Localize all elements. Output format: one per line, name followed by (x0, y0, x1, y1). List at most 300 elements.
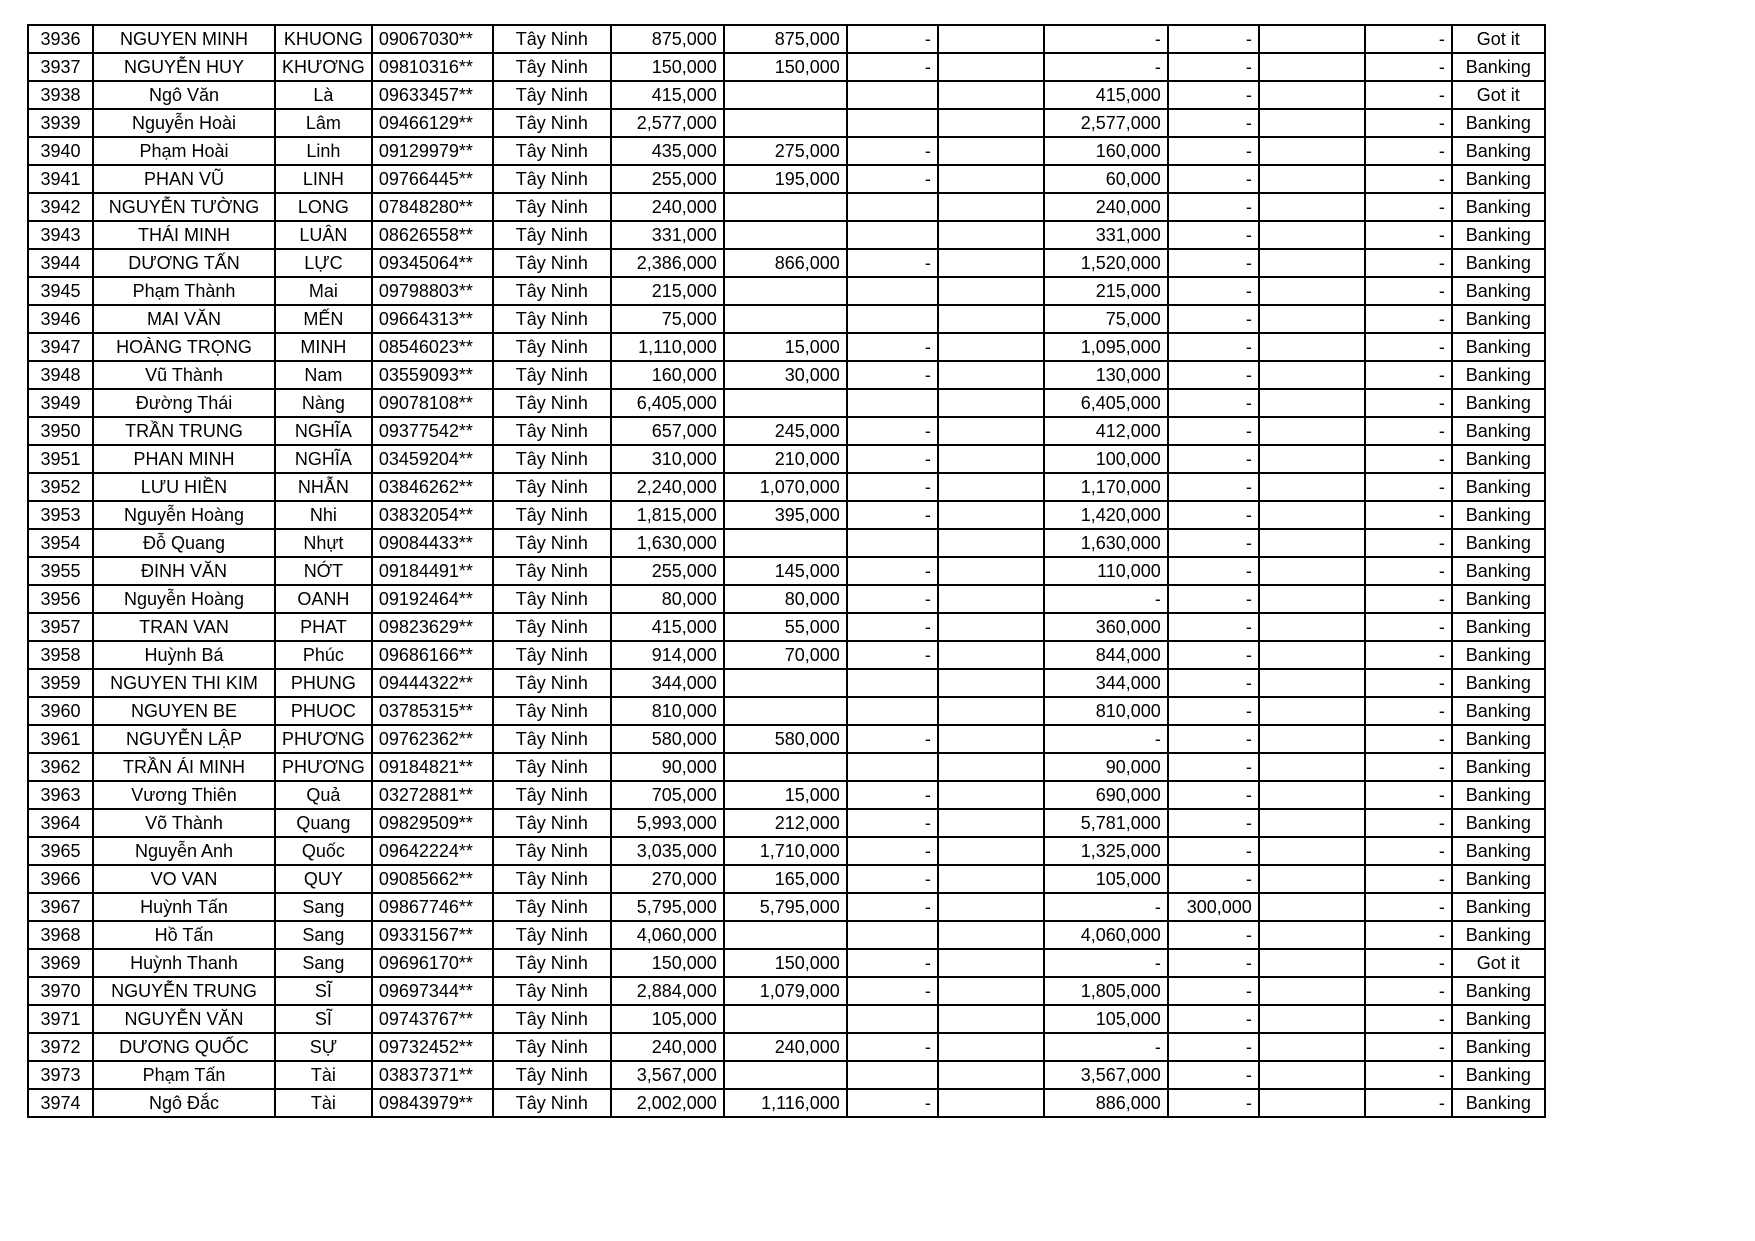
amount-8-cell: - (1365, 165, 1452, 193)
last-name-cell: HOÀNG TRỌNG (93, 333, 275, 361)
status-cell: Banking (1452, 809, 1545, 837)
status-cell: Banking (1452, 109, 1545, 137)
amount-2-cell (724, 697, 847, 725)
province-cell: Tây Ninh (493, 137, 611, 165)
phone-cell: 09697344** (372, 977, 493, 1005)
amount-2-cell: 150,000 (724, 949, 847, 977)
amount-7-cell (1259, 389, 1365, 417)
row-number-cell: 3955 (28, 557, 93, 585)
amount-7-cell (1259, 417, 1365, 445)
status-cell: Banking (1452, 585, 1545, 613)
amount-7-cell (1259, 1033, 1365, 1061)
table-row (28, 529, 1545, 557)
amount-7-cell (1259, 837, 1365, 865)
amount-8-cell: - (1365, 249, 1452, 277)
total-amount-cell: 150,000 (611, 53, 724, 81)
last-name-cell: Vũ Thành (93, 361, 275, 389)
last-name-cell: VO VAN (93, 865, 275, 893)
last-name-cell: Huỳnh Thanh (93, 949, 275, 977)
row-number-cell: 3941 (28, 165, 93, 193)
amount-5-cell: - (1044, 949, 1168, 977)
first-name-cell: Nam (275, 361, 372, 389)
amount-8-cell: - (1365, 389, 1452, 417)
amount-8-cell: - (1365, 529, 1452, 557)
total-amount-cell: 580,000 (611, 725, 724, 753)
amount-4-cell (938, 137, 1044, 165)
first-name-cell: MẾN (275, 305, 372, 333)
amount-6-cell: - (1168, 221, 1259, 249)
province-cell: Tây Ninh (493, 893, 611, 921)
row-number-cell: 3937 (28, 53, 93, 81)
status-cell: Banking (1452, 1005, 1545, 1033)
amount-4-cell (938, 25, 1044, 53)
province-cell: Tây Ninh (493, 753, 611, 781)
amount-8-cell: - (1365, 893, 1452, 921)
row-number-cell: 3945 (28, 277, 93, 305)
amount-4-cell (938, 781, 1044, 809)
status-cell: Got it (1452, 81, 1545, 109)
province-cell: Tây Ninh (493, 725, 611, 753)
amount-8-cell: - (1365, 837, 1452, 865)
phone-cell: 09642224** (372, 837, 493, 865)
amount-2-cell: 165,000 (724, 865, 847, 893)
row-number-cell: 3942 (28, 193, 93, 221)
phone-cell: 09078108** (372, 389, 493, 417)
row-number-cell: 3966 (28, 865, 93, 893)
table-row (28, 977, 1545, 1005)
first-name-cell: PHAT (275, 613, 372, 641)
amount-3-cell: - (847, 501, 938, 529)
row-number-cell: 3957 (28, 613, 93, 641)
phone-cell: 09867746** (372, 893, 493, 921)
amount-4-cell (938, 697, 1044, 725)
amount-3-cell (847, 753, 938, 781)
amount-3-cell (847, 277, 938, 305)
last-name-cell: THÁI MINH (93, 221, 275, 249)
amount-7-cell (1259, 361, 1365, 389)
amount-3-cell: - (847, 249, 938, 277)
amount-7-cell (1259, 193, 1365, 221)
first-name-cell: PHƯƠNG (275, 725, 372, 753)
table-row (28, 725, 1545, 753)
last-name-cell: TRAN VAN (93, 613, 275, 641)
amount-2-cell (724, 1061, 847, 1089)
table-row (28, 921, 1545, 949)
amount-7-cell (1259, 641, 1365, 669)
last-name-cell: DƯƠNG QUỐC (93, 1033, 275, 1061)
amount-5-cell: - (1044, 25, 1168, 53)
phone-cell: 09084433** (372, 529, 493, 557)
amount-8-cell: - (1365, 809, 1452, 837)
last-name-cell: PHAN VŨ (93, 165, 275, 193)
status-cell: Got it (1452, 949, 1545, 977)
last-name-cell: NGUYEN THI KIM (93, 669, 275, 697)
amount-4-cell (938, 753, 1044, 781)
amount-4-cell (938, 641, 1044, 669)
amount-2-cell: 55,000 (724, 613, 847, 641)
table-row (28, 277, 1545, 305)
first-name-cell: Linh (275, 137, 372, 165)
amount-2-cell: 866,000 (724, 249, 847, 277)
table-row (28, 781, 1545, 809)
amount-4-cell (938, 333, 1044, 361)
province-cell: Tây Ninh (493, 305, 611, 333)
amount-5-cell: 331,000 (1044, 221, 1168, 249)
amount-4-cell (938, 389, 1044, 417)
amount-6-cell: - (1168, 277, 1259, 305)
amount-7-cell (1259, 1005, 1365, 1033)
phone-cell: 08626558** (372, 221, 493, 249)
amount-2-cell (724, 221, 847, 249)
row-number-cell: 3940 (28, 137, 93, 165)
amount-6-cell: - (1168, 389, 1259, 417)
phone-cell: 03785315** (372, 697, 493, 725)
amount-5-cell: 6,405,000 (1044, 389, 1168, 417)
phone-cell: 09823629** (372, 613, 493, 641)
total-amount-cell: 705,000 (611, 781, 724, 809)
amount-3-cell: - (847, 585, 938, 613)
amount-6-cell: - (1168, 473, 1259, 501)
amount-2-cell: 245,000 (724, 417, 847, 445)
amount-4-cell (938, 613, 1044, 641)
table-row (28, 305, 1545, 333)
amount-2-cell (724, 669, 847, 697)
amount-6-cell: - (1168, 193, 1259, 221)
amount-3-cell: - (847, 361, 938, 389)
row-number-cell: 3951 (28, 445, 93, 473)
table-row (28, 109, 1545, 137)
last-name-cell: NGUYEN BE (93, 697, 275, 725)
amount-8-cell: - (1365, 305, 1452, 333)
table-row (28, 585, 1545, 613)
table-row (28, 361, 1545, 389)
amount-5-cell: 160,000 (1044, 137, 1168, 165)
phone-cell: 07848280** (372, 193, 493, 221)
province-cell: Tây Ninh (493, 613, 611, 641)
amount-7-cell (1259, 165, 1365, 193)
amount-3-cell (847, 221, 938, 249)
province-cell: Tây Ninh (493, 445, 611, 473)
total-amount-cell: 80,000 (611, 585, 724, 613)
amount-6-cell: - (1168, 1089, 1259, 1117)
amount-7-cell (1259, 921, 1365, 949)
amount-5-cell: 110,000 (1044, 557, 1168, 585)
phone-cell: 09798803** (372, 277, 493, 305)
first-name-cell: Nhi (275, 501, 372, 529)
amount-4-cell (938, 949, 1044, 977)
row-number-cell: 3950 (28, 417, 93, 445)
data-sheet (27, 24, 1546, 1118)
first-name-cell: QUY (275, 865, 372, 893)
table-body (28, 25, 1545, 1117)
total-amount-cell: 415,000 (611, 613, 724, 641)
status-cell: Banking (1452, 865, 1545, 893)
amount-5-cell: - (1044, 585, 1168, 613)
province-cell: Tây Ninh (493, 277, 611, 305)
phone-cell: 03459204** (372, 445, 493, 473)
amount-5-cell: 100,000 (1044, 445, 1168, 473)
status-cell: Banking (1452, 1089, 1545, 1117)
last-name-cell: Ngô Đắc (93, 1089, 275, 1117)
amount-3-cell (847, 669, 938, 697)
total-amount-cell: 240,000 (611, 1033, 724, 1061)
amount-4-cell (938, 193, 1044, 221)
amount-8-cell: - (1365, 333, 1452, 361)
amount-3-cell: - (847, 445, 938, 473)
total-amount-cell: 657,000 (611, 417, 724, 445)
table-row (28, 333, 1545, 361)
amount-2-cell (724, 109, 847, 137)
amount-3-cell (847, 389, 938, 417)
amount-5-cell: 1,805,000 (1044, 977, 1168, 1005)
phone-cell: 09686166** (372, 641, 493, 669)
last-name-cell: NGUYỄN LẬP (93, 725, 275, 753)
amount-6-cell: 300,000 (1168, 893, 1259, 921)
amount-8-cell: - (1365, 865, 1452, 893)
first-name-cell: Nàng (275, 389, 372, 417)
first-name-cell: MINH (275, 333, 372, 361)
amount-7-cell (1259, 669, 1365, 697)
table-row (28, 865, 1545, 893)
amount-2-cell: 875,000 (724, 25, 847, 53)
amount-2-cell (724, 921, 847, 949)
first-name-cell: SĨ (275, 977, 372, 1005)
amount-3-cell (847, 1005, 938, 1033)
amount-8-cell: - (1365, 781, 1452, 809)
table-row (28, 1089, 1545, 1117)
amount-7-cell (1259, 725, 1365, 753)
amount-2-cell (724, 753, 847, 781)
row-number-cell: 3971 (28, 1005, 93, 1033)
amount-7-cell (1259, 529, 1365, 557)
province-cell: Tây Ninh (493, 473, 611, 501)
phone-cell: 09331567** (372, 921, 493, 949)
amount-3-cell: - (847, 333, 938, 361)
amount-7-cell (1259, 949, 1365, 977)
amount-5-cell: 886,000 (1044, 1089, 1168, 1117)
total-amount-cell: 3,567,000 (611, 1061, 724, 1089)
row-number-cell: 3939 (28, 109, 93, 137)
amount-3-cell (847, 1061, 938, 1089)
row-number-cell: 3944 (28, 249, 93, 277)
amount-2-cell: 70,000 (724, 641, 847, 669)
amount-4-cell (938, 1033, 1044, 1061)
amount-6-cell: - (1168, 1061, 1259, 1089)
amount-2-cell: 15,000 (724, 333, 847, 361)
total-amount-cell: 2,577,000 (611, 109, 724, 137)
amount-3-cell (847, 529, 938, 557)
table-row (28, 1061, 1545, 1089)
last-name-cell: PHAN MINH (93, 445, 275, 473)
first-name-cell: KHƯƠNG (275, 53, 372, 81)
table-row (28, 641, 1545, 669)
amount-2-cell: 580,000 (724, 725, 847, 753)
row-number-cell: 3967 (28, 893, 93, 921)
amount-3-cell (847, 697, 938, 725)
table-row (28, 753, 1545, 781)
amount-2-cell (724, 1005, 847, 1033)
amount-3-cell: - (847, 1089, 938, 1117)
amount-7-cell (1259, 613, 1365, 641)
amount-3-cell: - (847, 417, 938, 445)
status-cell: Banking (1452, 753, 1545, 781)
amount-8-cell: - (1365, 613, 1452, 641)
last-name-cell: Hồ Tấn (93, 921, 275, 949)
status-cell: Banking (1452, 249, 1545, 277)
amount-6-cell: - (1168, 809, 1259, 837)
table-row (28, 949, 1545, 977)
total-amount-cell: 6,405,000 (611, 389, 724, 417)
amount-5-cell: - (1044, 1033, 1168, 1061)
amount-7-cell (1259, 445, 1365, 473)
total-amount-cell: 310,000 (611, 445, 724, 473)
amount-6-cell: - (1168, 753, 1259, 781)
province-cell: Tây Ninh (493, 501, 611, 529)
total-amount-cell: 875,000 (611, 25, 724, 53)
province-cell: Tây Ninh (493, 109, 611, 137)
amount-3-cell: - (847, 613, 938, 641)
amount-8-cell: - (1365, 137, 1452, 165)
phone-cell: 03272881** (372, 781, 493, 809)
total-amount-cell: 4,060,000 (611, 921, 724, 949)
table-row (28, 501, 1545, 529)
amount-7-cell (1259, 53, 1365, 81)
amount-2-cell: 210,000 (724, 445, 847, 473)
phone-cell: 09466129** (372, 109, 493, 137)
amount-3-cell: - (847, 725, 938, 753)
amount-4-cell (938, 249, 1044, 277)
amount-7-cell (1259, 305, 1365, 333)
first-name-cell: SĨ (275, 1005, 372, 1033)
total-amount-cell: 270,000 (611, 865, 724, 893)
province-cell: Tây Ninh (493, 389, 611, 417)
amount-7-cell (1259, 137, 1365, 165)
amount-7-cell (1259, 25, 1365, 53)
amount-2-cell: 195,000 (724, 165, 847, 193)
amount-2-cell: 1,079,000 (724, 977, 847, 1005)
last-name-cell: NGUYEN MINH (93, 25, 275, 53)
amount-2-cell (724, 81, 847, 109)
amount-7-cell (1259, 977, 1365, 1005)
row-number-cell: 3965 (28, 837, 93, 865)
amount-6-cell: - (1168, 641, 1259, 669)
amount-7-cell (1259, 277, 1365, 305)
last-name-cell: Nguyễn Anh (93, 837, 275, 865)
province-cell: Tây Ninh (493, 1005, 611, 1033)
amount-6-cell: - (1168, 361, 1259, 389)
table-row (28, 165, 1545, 193)
row-number-cell: 3961 (28, 725, 93, 753)
first-name-cell: LUÂN (275, 221, 372, 249)
amount-2-cell: 212,000 (724, 809, 847, 837)
last-name-cell: Nguyễn Hoàng (93, 585, 275, 613)
row-number-cell: 3938 (28, 81, 93, 109)
amount-7-cell (1259, 753, 1365, 781)
first-name-cell: NGHĨA (275, 445, 372, 473)
table-row (28, 837, 1545, 865)
amount-4-cell (938, 809, 1044, 837)
last-name-cell: Võ Thành (93, 809, 275, 837)
amount-2-cell: 145,000 (724, 557, 847, 585)
total-amount-cell: 215,000 (611, 277, 724, 305)
province-cell: Tây Ninh (493, 361, 611, 389)
amount-4-cell (938, 1089, 1044, 1117)
amount-2-cell (724, 305, 847, 333)
amount-2-cell: 1,116,000 (724, 1089, 847, 1117)
table-row (28, 221, 1545, 249)
province-cell: Tây Ninh (493, 669, 611, 697)
status-cell: Banking (1452, 529, 1545, 557)
province-cell: Tây Ninh (493, 53, 611, 81)
total-amount-cell: 160,000 (611, 361, 724, 389)
amount-8-cell: - (1365, 753, 1452, 781)
phone-cell: 09633457** (372, 81, 493, 109)
amount-3-cell: - (847, 137, 938, 165)
amount-8-cell: - (1365, 921, 1452, 949)
first-name-cell: OANH (275, 585, 372, 613)
status-cell: Banking (1452, 53, 1545, 81)
status-cell: Banking (1452, 893, 1545, 921)
amount-4-cell (938, 53, 1044, 81)
amount-2-cell: 275,000 (724, 137, 847, 165)
amount-8-cell: - (1365, 501, 1452, 529)
amount-6-cell: - (1168, 53, 1259, 81)
first-name-cell: Quốc (275, 837, 372, 865)
province-cell: Tây Ninh (493, 221, 611, 249)
last-name-cell: Huỳnh Tấn (93, 893, 275, 921)
amount-8-cell: - (1365, 445, 1452, 473)
amount-8-cell: - (1365, 669, 1452, 697)
amount-6-cell: - (1168, 109, 1259, 137)
amount-4-cell (938, 725, 1044, 753)
amount-7-cell (1259, 1089, 1365, 1117)
last-name-cell: MAI VĂN (93, 305, 275, 333)
row-number-cell: 3973 (28, 1061, 93, 1089)
amount-4-cell (938, 361, 1044, 389)
amount-4-cell (938, 977, 1044, 1005)
amount-6-cell: - (1168, 81, 1259, 109)
last-name-cell: Vương Thiên (93, 781, 275, 809)
amount-4-cell (938, 1005, 1044, 1033)
amount-4-cell (938, 501, 1044, 529)
status-cell: Banking (1452, 277, 1545, 305)
first-name-cell: Lâm (275, 109, 372, 137)
amount-6-cell: - (1168, 781, 1259, 809)
status-cell: Banking (1452, 473, 1545, 501)
row-number-cell: 3953 (28, 501, 93, 529)
table-row (28, 445, 1545, 473)
total-amount-cell: 2,002,000 (611, 1089, 724, 1117)
amount-5-cell: 2,577,000 (1044, 109, 1168, 137)
phone-cell: 03846262** (372, 473, 493, 501)
first-name-cell: Quang (275, 809, 372, 837)
province-cell: Tây Ninh (493, 333, 611, 361)
amount-8-cell: - (1365, 25, 1452, 53)
amount-3-cell (847, 921, 938, 949)
total-amount-cell: 1,815,000 (611, 501, 724, 529)
amount-6-cell: - (1168, 529, 1259, 557)
amount-3-cell (847, 109, 938, 137)
province-cell: Tây Ninh (493, 949, 611, 977)
amount-7-cell (1259, 585, 1365, 613)
last-name-cell: NGUYỄN TRUNG (93, 977, 275, 1005)
table-row (28, 1005, 1545, 1033)
first-name-cell: NGHĨA (275, 417, 372, 445)
phone-cell: 09345064** (372, 249, 493, 277)
last-name-cell: NGUYỄN VĂN (93, 1005, 275, 1033)
amount-2-cell: 240,000 (724, 1033, 847, 1061)
row-number-cell: 3968 (28, 921, 93, 949)
